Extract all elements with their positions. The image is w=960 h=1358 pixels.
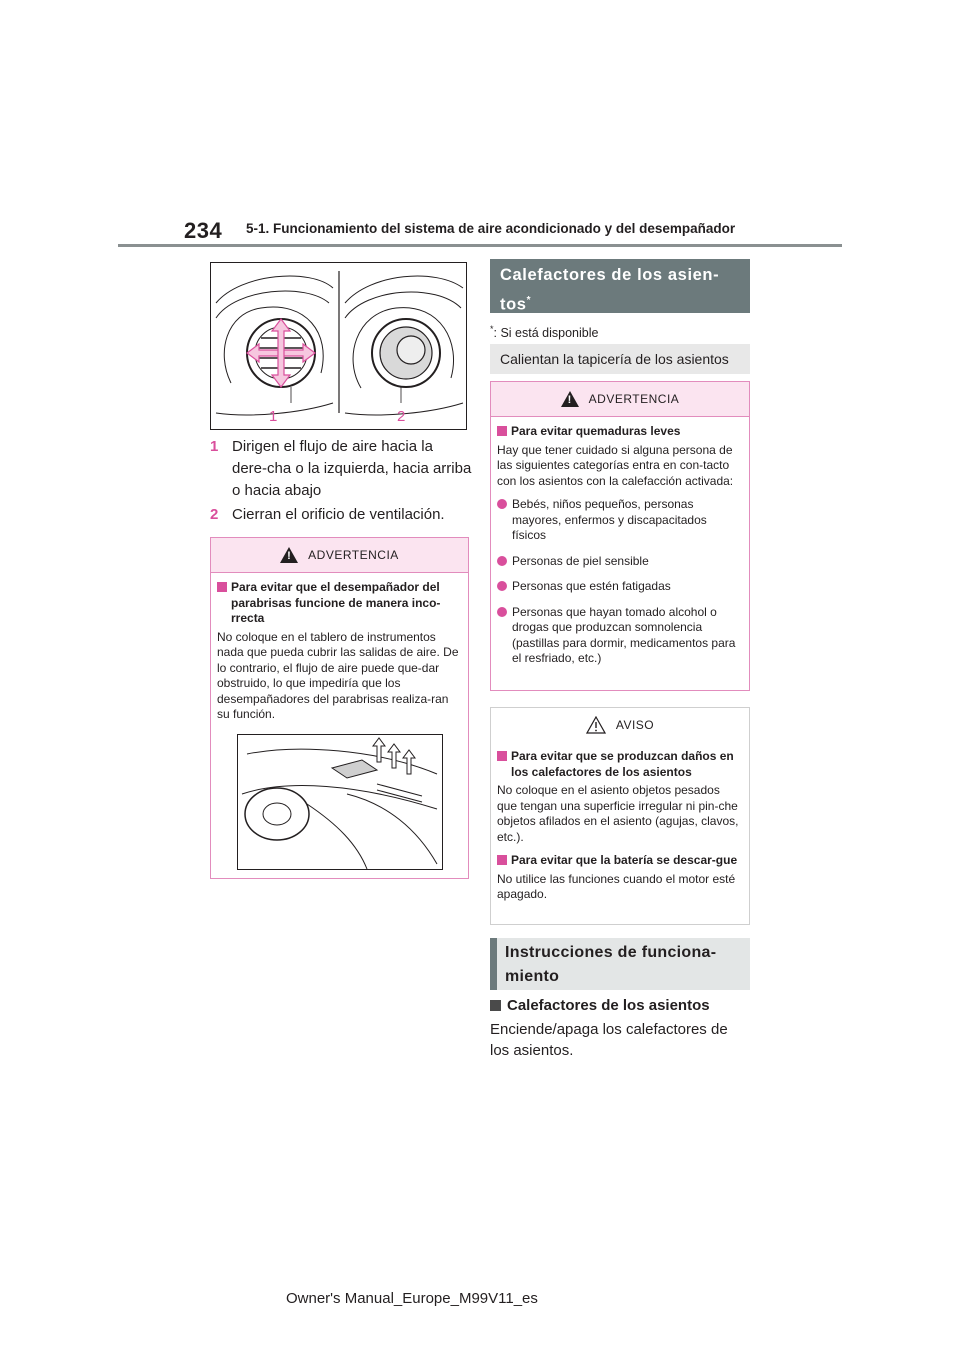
notice-subtitle-1: Para evitar que se produzcan daños en los calefactores de los asientos [497,749,741,780]
header-rule [118,244,842,247]
notice-header [491,708,749,742]
warning-icon [280,547,298,563]
warning-box-defroster [210,537,469,879]
warning-title: ADVERTENCIA [588,392,680,406]
availability-note: *: Si está disponible [490,324,599,341]
figure-label-1: 1 [269,408,278,425]
warning-header [211,538,468,573]
vent-drawing [211,263,467,430]
square-bullet-icon [497,426,507,436]
footer-text: Owner's Manual_Europe_M99V11_es [286,1290,538,1307]
list-item: Personas de piel sensible [497,554,741,570]
page-number: 234 [184,218,223,243]
step-number: 2 [210,506,219,523]
warning-header [491,382,749,417]
seat-heaters-description: Calientan la tapicería de los asientos [490,344,750,374]
dashboard-illustration [237,734,443,870]
step-text: Dirigen el flujo de aire hacia la dere-cha o la izquierda, hacia arriba o hacia abajo [232,438,472,499]
notice-title: AVISO [615,718,655,732]
warning-text: No coloque en el tablero de instrumentos nada que pueda cubrir las salidas de aire. De lo contrario, el flujo de aire puede que-dar obstruido, lo que impediría que los desempañadores del parabrisas realiza-ran su función. [217,629,459,721]
bullet-icon [497,607,507,617]
warning-subtitle: Para evitar quemaduras leves [497,424,741,440]
warning-icon [561,391,579,407]
operation-text: Enciende/apaga los calefactores de los asientos. [490,1021,728,1059]
square-bullet-icon [497,855,507,865]
square-bullet-icon [217,582,227,592]
bullet-icon [497,499,507,509]
caution-icon [586,716,606,734]
notice-subtitle-2: Para evitar que la batería se descar-gue [497,853,741,869]
square-bullet-icon [490,1000,501,1011]
square-bullet-icon [497,751,507,761]
bullet-icon [497,581,507,591]
warning-title: ADVERTENCIA [308,548,399,562]
step-number: 1 [210,438,219,455]
asterisk-mark: * [526,295,532,306]
figure-label-2: 2 [397,408,406,425]
list-item: Personas que estén fatigadas [497,579,741,595]
vent-illustration [210,262,467,430]
operation-subheading: Calefactores de los asientos [490,997,710,1014]
notice-text-2: No utilice las funciones cuando el motor esté apagado. [497,871,736,901]
bullet-icon [497,556,507,566]
operation-heading: Instrucciones de funciona-miento [490,938,750,990]
notice-box [490,707,750,925]
list-item: Bebés, niños pequeños, personas mayores, enfermos y discapacitados físicos [497,497,741,544]
step-text: Cierran el orificio de ventilación. [232,506,445,523]
section-title: 5-1. Funcionamiento del sistema de aire acondicionado y del desempañador [246,221,736,236]
list-item: Personas que hayan tomado alcohol o drogas que produzcan somnolencia (pastillas para dormir, medicamentos para el resfriado, etc.) [497,605,741,667]
warning-text: Hay que tener cuidado si alguna persona de las siguientes categorías entra en con-tacto con los asientos con la calefacción activada: [497,442,734,488]
warning-subtitle: Para evitar que el desempañador del parabrisas funcione de manera inco-rrecta [217,580,460,627]
notice-text-1: No coloque en el asiento objetos pesados que tengan una superficie irregular ni pin-che objetos afilados en el asiento (agujas, clavos, etc.). [497,783,739,844]
seat-heaters-heading: Calefactores de los asien-tos* [490,259,750,313]
warning-box-burns [490,381,750,691]
